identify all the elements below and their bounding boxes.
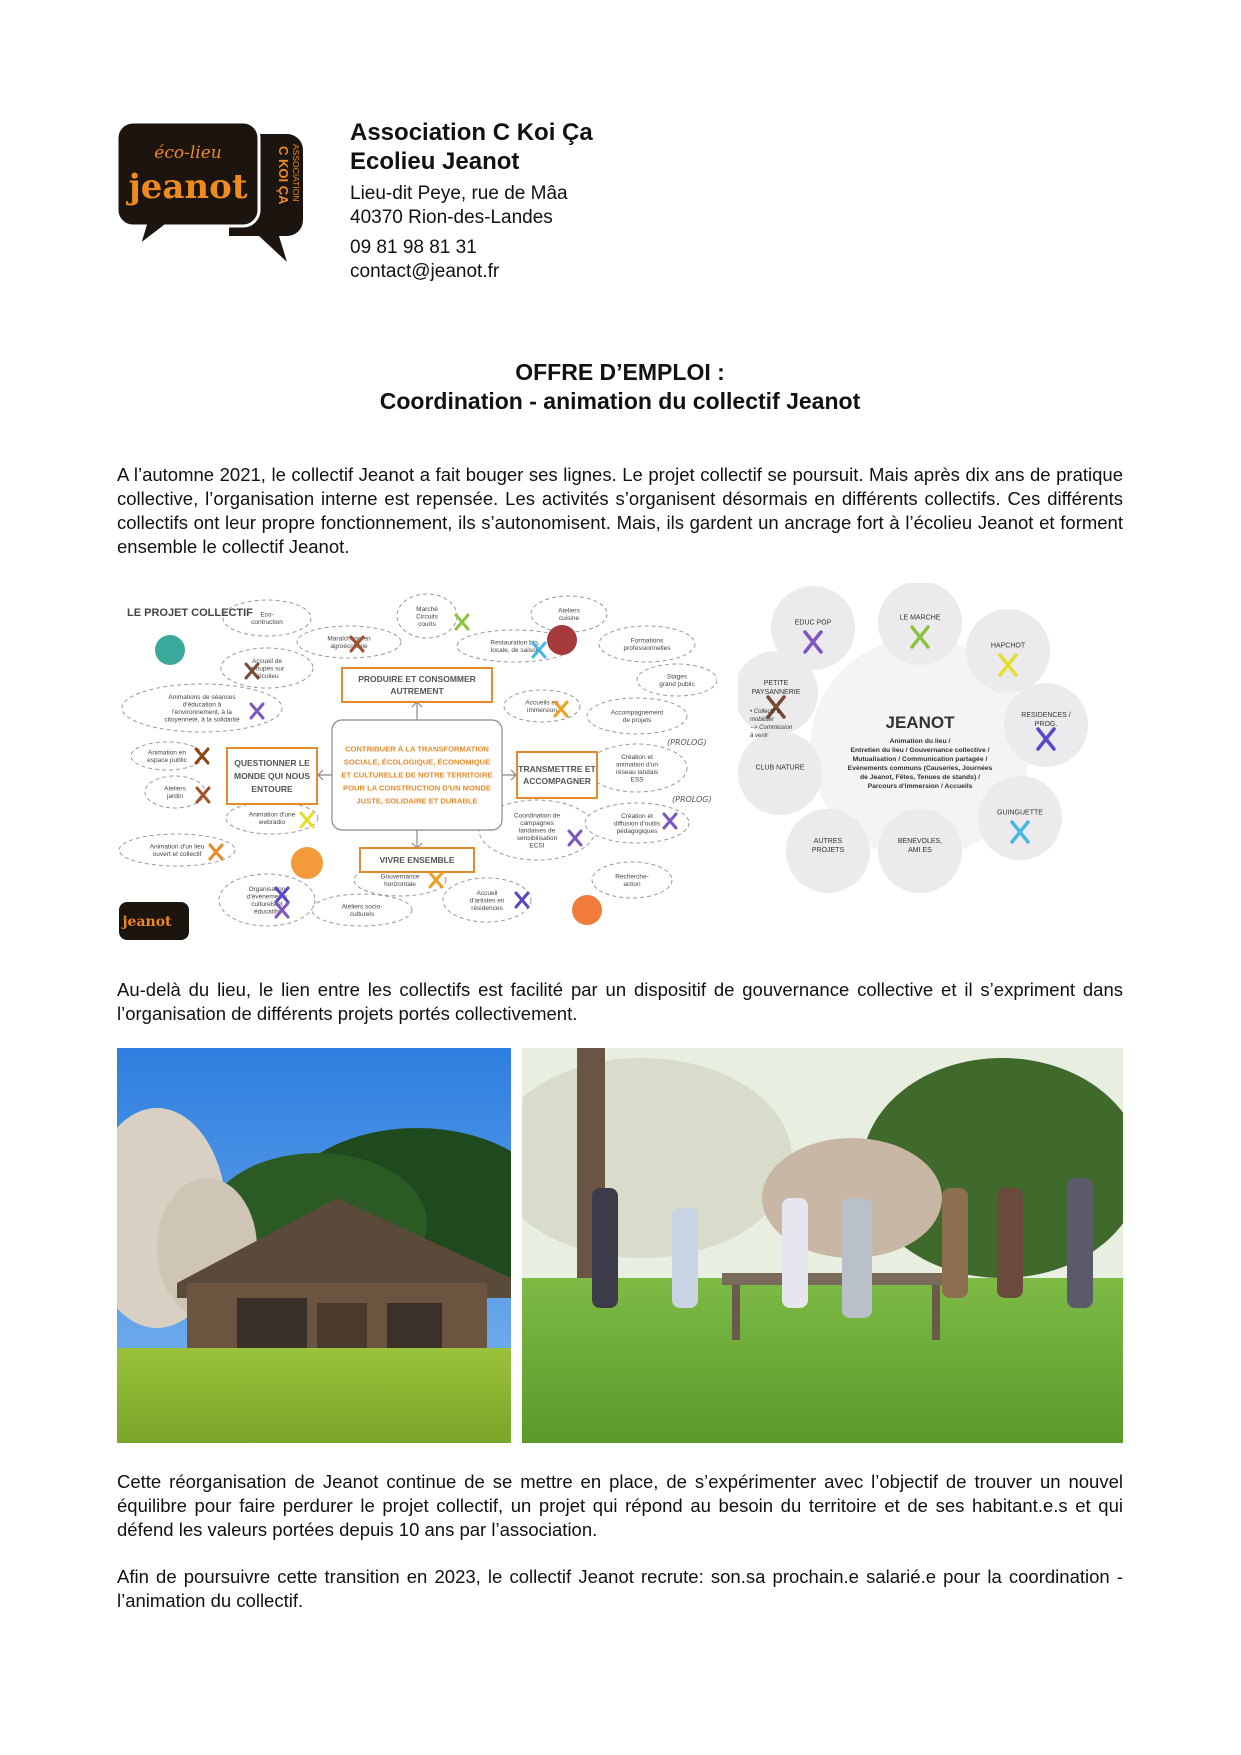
center-description: Evènements communs (Causeries, Journées (847, 764, 993, 772)
collective-label: AUTRES (813, 837, 843, 845)
group-icon (155, 635, 185, 665)
activity-bubble-text: d'éducation à (182, 701, 222, 709)
activity-bubble-text: cuisine (558, 615, 580, 623)
collective-label: LE MARCHE (899, 614, 941, 622)
page-title (117, 358, 1123, 416)
collective-circle (966, 609, 1050, 693)
project-diagram (117, 580, 717, 960)
activity-bubble-text: réseau landais (615, 769, 659, 777)
activity-bubble-text: agroécologie (330, 643, 368, 651)
collective-label: GUINGUETTE (997, 809, 1043, 817)
association-logo (117, 120, 317, 270)
collective-label: PETITE (763, 679, 789, 687)
activity-bubble-text: l'environnement, à la (172, 709, 232, 717)
center-text: CONTRIBUER À LA TRANSFORMATION (345, 744, 489, 754)
activity-bubble-text: Ateliers (164, 785, 186, 793)
activity-bubble-text: action (623, 881, 641, 889)
activity-bubble-text: Accueil (476, 889, 498, 897)
activity-bubble-text: Eco- (260, 611, 274, 619)
title-line-2: Coordination - animation du collectif Jeanot (379, 388, 861, 414)
address-line-2: 40370 Rion-des-Landes (350, 207, 553, 228)
activity-bubble-text: résidences (471, 904, 503, 912)
activity-bubble-text: Coordination de (514, 812, 560, 820)
center-text: SOCIALE, ÉCOLOGIQUE, ÉCONOMIQUE (343, 757, 491, 767)
center-description: Mutualisation / Communication partagée / (852, 755, 988, 763)
activity-bubble-text: Accompagnement (610, 709, 664, 717)
collective-label: RESIDENCES / (1021, 711, 1071, 719)
activity-bubble-text: ouvert et collectif (152, 851, 202, 859)
diagram-heading: LE PROJET COLLECTIF (127, 607, 253, 619)
activity-bubble-text: Ateliers socio- (341, 903, 383, 911)
cooking-icon (547, 625, 577, 655)
center-text: JUSTE, SOLIDAIRE ET DURABLE (356, 796, 478, 806)
center-description: Animation du lieu / (889, 737, 951, 745)
paragraph-reorganisation: Cette réorganisation de Jeanot continue de se mettre en place, de s’expérimenter avec l’objectif de trouver un nouvel équilibre pour faire perdurer le projet collectif, un projet qui répond au besoin du territoire et de ses habitant.e.s et qui défend les valeurs portées depuis 10 ans par l’association. (117, 1471, 1123, 1540)
activity-bubble-text: Animations de séances (168, 694, 236, 702)
box-vivre-text: VIVRE ENSEMBLE (379, 854, 455, 865)
activity-bubble-text: Animation d'un lieu (149, 843, 205, 851)
center-text: POUR LA CONSTRUCTION D'UN MONDE (343, 783, 491, 793)
activity-bubble-text: citoyenneté, à la solidarité (164, 716, 240, 724)
box-transmettre-text: TRANSMETTRE ET (518, 763, 596, 774)
collective-label: PROG. (1034, 720, 1058, 728)
organization-info (350, 118, 850, 284)
project-diagram-svg (117, 580, 717, 960)
activity-bubble-text: Organisation (248, 886, 286, 894)
center-description: Entretien du lieu / Gouvernance collective / (850, 746, 990, 754)
activity-bubble-text: l'écolieu (255, 672, 279, 680)
center-title: JEANOT (885, 713, 955, 732)
collective-label: PAYSANNERIE (751, 688, 801, 696)
org-subname: Ecolieu Jeanot (350, 148, 520, 175)
collective-circle (878, 583, 962, 665)
activity-bubble-text: horizontale (384, 881, 416, 889)
activity-bubble-text: diffusion d'outils (614, 820, 660, 828)
photo-building (117, 1048, 511, 1443)
collective-label: EDUC POP (794, 619, 832, 627)
center-text: ET CULTURELLE DE NOTRE TERRITOIRE (341, 770, 493, 780)
note-prolog-1: (PROLOG) (667, 738, 707, 747)
paragraph-governance: Au-delà du lieu, le lien entre les collectifs est facilité par un dispositif de gouvernance collective et il s’expriment dans l’organisation de différents projets portés collectivement. (117, 979, 1123, 1024)
activity-bubble-text: Animation en (148, 749, 186, 757)
activity-bubble-text: ESS (630, 776, 644, 784)
collective-circle (771, 586, 855, 670)
logo-side-text: C KOI ÇA (276, 146, 291, 205)
activity-bubble-text: de projets (622, 717, 652, 725)
activity-bubble-text: webradio (258, 819, 286, 827)
x-mark (456, 615, 468, 629)
note-prolog-2: (PROLOG) (672, 795, 712, 804)
center-description: Parcours d'immersion / Accueils (867, 782, 973, 790)
collectives-diagram-svg (738, 583, 1123, 953)
activity-bubble-text: sensibilisation (516, 834, 558, 842)
center-description: de Jeanot, Fêtes, Tenues de stands) / (860, 773, 980, 781)
activity-bubble-text: culturels et (251, 901, 283, 909)
logo-top-text: éco-lieu (154, 143, 222, 163)
activity-bubble-text: Recherche- (615, 873, 649, 881)
activity-bubble-text: Création et (621, 754, 653, 762)
activity-bubble-text: culturels (349, 911, 375, 919)
activity-bubble-text: Maraîchage en (327, 635, 371, 643)
org-name: Association C Koi Ça (350, 119, 593, 146)
activity-bubble-text: Accueil de (252, 657, 282, 665)
logo-side-subtext: ASSOCIATION (291, 144, 301, 202)
email: contact@jeanot.fr (350, 261, 500, 282)
activity-bubble-text: espace public (147, 757, 187, 765)
title-line-1: OFFRE D’EMPLOI : (515, 359, 725, 385)
activity-bubble-text: Création et (621, 812, 653, 820)
logo-main-text: jeanot (128, 167, 248, 207)
activity-bubble-text: d'évènements (246, 893, 288, 901)
activity-bubble-text: courts (418, 620, 436, 628)
logo-graphic (117, 120, 317, 270)
activity-bubble-text: Accueils en (525, 699, 559, 707)
activity-bubble-text: immersion (527, 707, 557, 715)
collective-label: AMI.ES (908, 846, 932, 854)
phone: 09 81 98 81 31 (350, 237, 477, 258)
activity-bubble-text: éducatifs (253, 908, 281, 916)
collectives-diagram (738, 583, 1123, 953)
activity-bubble-text: animation d'un (615, 761, 659, 769)
collective-circle (738, 731, 822, 815)
activity-bubble-text: professionnelles (623, 645, 671, 653)
box-produire-text: PRODUIRE ET CONSOMMER (358, 673, 476, 684)
paragraph-recruitment: Afin de poursuivre cette transition en 2023, le collectif Jeanot recrute: son.sa prochain.e salarié.e pour la coordination - l’animation du collectif. (117, 1566, 1123, 1611)
activity-bubble-text: Marché (416, 605, 438, 613)
activity-bubble-text: jardin (167, 793, 183, 801)
house-icon (572, 895, 602, 925)
box-transmettre-text: ACCOMPAGNER (523, 775, 591, 786)
collective-label: CLUB NATURE (755, 764, 805, 772)
activity-bubble-text: Animation d'une (248, 811, 296, 819)
activity-bubble-text: landaises de (518, 827, 556, 835)
paragraph-intro: A l’automne 2021, le collectif Jeanot a fait bouger ses lignes. Le projet collectif se poursuit. Mais après dix ans de pratique collective, l’organisation interne est repensée. Les activités s’organisent désormais en différents collectifs. Ces différents collectifs ont leur propre fonctionnement, ils s’autonomisent. Mais, ils gardent un ancrage fort à l’écolieu Jeanot et forment ensemble le collectif Jeanot. (117, 464, 1123, 557)
activity-bubble-text: d'artistes en (469, 897, 505, 905)
box-questionner-text: QUESTIONNER LE (234, 757, 310, 768)
activity-bubble-text: Gouvernance (380, 873, 420, 881)
small-logo-text: jeanot (122, 914, 172, 930)
activity-bubble-text: Stages (666, 673, 688, 681)
paysannerie-note: --> Commission (750, 725, 793, 731)
activity-bubble-text: Ateliers (558, 607, 580, 615)
collective-label: BENEVOLES, (897, 837, 943, 845)
activity-bubble-text: contruction (251, 619, 283, 627)
box-questionner-text: MONDE QUI NOUS (233, 770, 311, 781)
photo-group (522, 1048, 1123, 1443)
activity-bubble-text: grand public (659, 681, 695, 689)
box-questionner-text: ENTOURE (251, 783, 293, 794)
paysannerie-note: à venir (750, 733, 769, 739)
activity-bubble-text: Circuits (416, 613, 438, 621)
collective-circle (978, 776, 1062, 860)
paysannerie-note: mobiliser (750, 717, 775, 723)
activity-bubble-text: groupes sur (249, 665, 285, 673)
activity-bubble-text: Restauration bio, (490, 639, 540, 647)
activity-bubble-text: ECSI (529, 842, 545, 850)
activity-bubble-text: pédagogiques (616, 827, 658, 835)
activity-bubble-text: Formations (630, 637, 664, 645)
box-produire-text: AUTREMENT (390, 685, 444, 696)
activity-bubble-text: campagnes (520, 819, 554, 827)
activity-bubble-text: locale, de saison (490, 647, 540, 655)
address-line-1: Lieu-dit Peye, rue de Mâa (350, 183, 568, 204)
paysannerie-note: • Collectif à (750, 709, 781, 715)
collective-label: HAPCHOT (990, 642, 1026, 650)
speech-icon (291, 847, 323, 879)
collective-label: PROJETS (811, 846, 845, 854)
